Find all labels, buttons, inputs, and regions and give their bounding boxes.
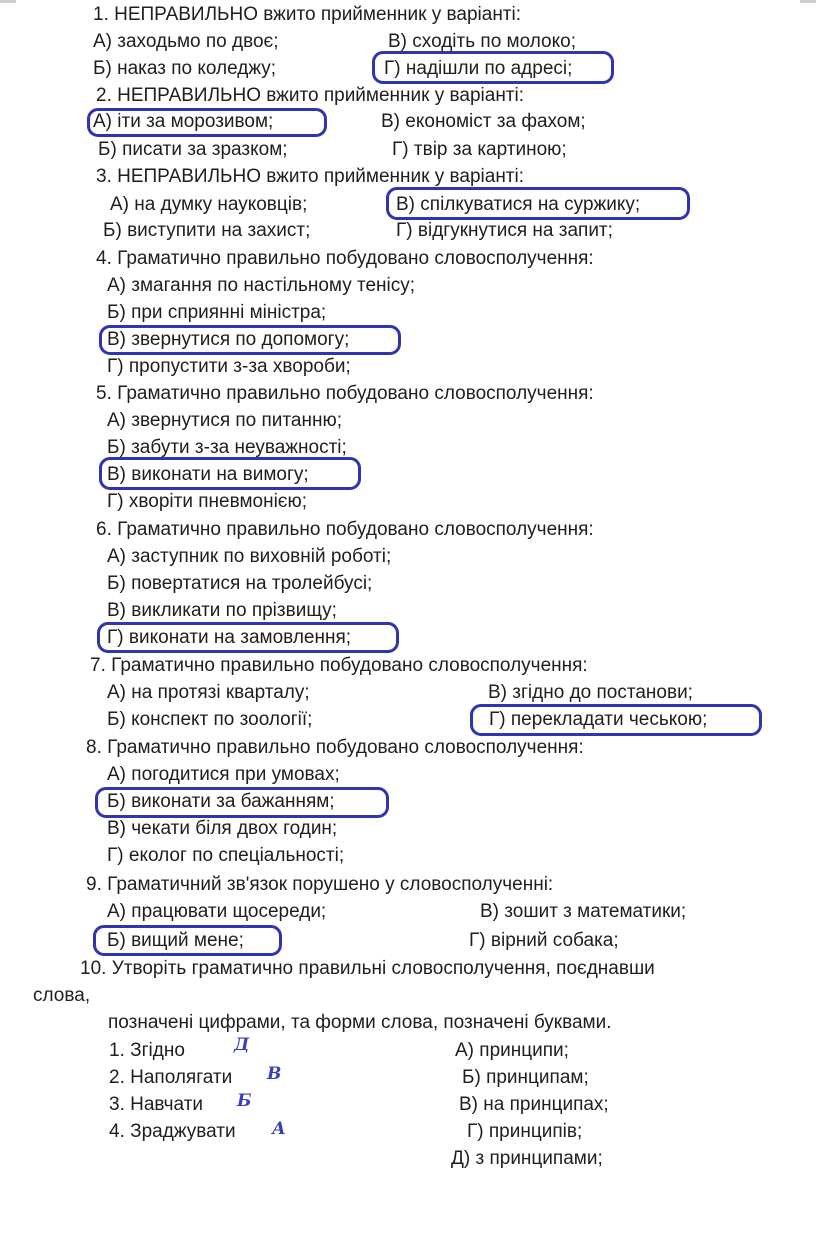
q10-item-4: 4. Зраджувати [109, 1121, 236, 1142]
q9-option-b: Б) вищий мене; [107, 930, 244, 951]
q10-option-b: Б) принципам; [462, 1067, 589, 1088]
q10-option-d: Д) з принципами; [451, 1148, 603, 1169]
q2-option-a: А) іти за морозивом; [93, 111, 274, 132]
q3-title: 3. НЕПРАВИЛЬНО вжито прийменник у варіанті: [96, 166, 525, 187]
q2-option-g: Г) твір за картиною; [392, 139, 567, 160]
q2-answer-circle [87, 108, 327, 137]
q9-title: 9. Граматичний зв'язок порушено у словосполученні: [86, 874, 554, 895]
q10-option-g: Г) принципів; [467, 1121, 583, 1142]
q8-option-a: А) погодитися при умовах; [107, 764, 340, 785]
q2-option-b: Б) писати за зразком; [98, 139, 288, 160]
q2-title: 2. НЕПРАВИЛЬНО вжито прийменник у варіанті: [96, 85, 525, 106]
q10-title-line1: 10. Утворіть граматично правильні словосполучення, поєднавши [80, 958, 655, 979]
q1-option-v: В) сходіть по молоко; [388, 31, 576, 52]
q7-option-g: Г) перекладати чеською; [489, 709, 708, 730]
q8-title: 8. Граматично правильно побудовано словосполучення: [86, 737, 584, 758]
q10-item-1: 1. Згідно [109, 1040, 185, 1061]
q10-option-a: А) принципи; [455, 1040, 569, 1061]
page-edge-left [0, 0, 16, 3]
q6-option-a: А) заступник по виховній роботі; [107, 546, 392, 567]
q5-option-a: А) звернутися по питанню; [107, 410, 342, 431]
q1-title: 1. НЕПРАВИЛЬНО вжито прийменник у варіанті: [93, 4, 522, 25]
q1-option-b: Б) наказ по коледжу; [93, 58, 277, 79]
q9-option-v: В) зошит з математики; [480, 901, 687, 922]
q6-title: 6. Граматично правильно побудовано словосполучення: [96, 519, 594, 540]
q8-answer-circle [95, 787, 389, 818]
q4-option-a: А) змагання по настільному тенісу; [107, 275, 416, 296]
q4-title: 4. Граматично правильно побудовано словосполучення: [96, 248, 594, 269]
q7-answer-circle [470, 704, 762, 736]
q5-option-g: Г) хворіти пневмонією; [107, 491, 308, 512]
q3-option-a: А) на думку науковців; [110, 194, 308, 215]
q10-answer-2: В [267, 1064, 282, 1084]
q8-option-b: Б) виконати за бажанням; [107, 791, 335, 812]
q9-answer-circle [93, 925, 282, 956]
q10-title-line3: позначені цифрами, та форми слова, позначені буквами. [108, 1012, 612, 1033]
q5-option-v: В) виконати на вимогу; [107, 464, 309, 485]
q7-title: 7. Граматично правильно побудовано словосполучення: [90, 655, 588, 676]
q3-answer-circle [386, 187, 690, 220]
q5-title: 5. Граматично правильно побудовано словосполучення: [96, 383, 594, 404]
q9-option-a: А) працювати щосереди; [107, 901, 327, 922]
q4-option-b: Б) при сприянні міністра; [107, 302, 327, 323]
q3-option-b: Б) виступити на захист; [103, 220, 311, 241]
q10-title-line2: слова, [33, 985, 91, 1006]
q5-option-b: Б) забути з-за неуважності; [107, 437, 347, 458]
q1-option-a: А) заходьмо по двоє; [93, 31, 279, 52]
q6-option-v: В) викликати по прізвищу; [107, 600, 337, 621]
q3-option-v: В) спілкуватися на суржику; [396, 194, 641, 215]
q9-option-g: Г) вірний собака; [469, 930, 619, 951]
q1-option-g: Г) надішли по адресі; [384, 58, 573, 79]
q4-answer-circle [99, 325, 401, 355]
q7-option-v: В) згідно до постанови; [488, 682, 693, 703]
q7-option-b: Б) конспект по зоології; [107, 709, 313, 730]
q4-option-g: Г) пропустити з-за хвороби; [107, 356, 351, 377]
q3-option-g: Г) відгукнутися на запит; [396, 220, 613, 241]
q10-answer-3: Б [237, 1091, 252, 1111]
q6-option-g: Г) виконати на замовлення; [107, 627, 352, 648]
q10-answer-4: А [272, 1119, 286, 1139]
q8-option-g: Г) еколог по спеціальності; [107, 845, 345, 866]
q10-option-v: В) на принципах; [459, 1094, 609, 1115]
q8-option-v: В) чекати біля двох годин; [107, 818, 338, 839]
q6-answer-circle [97, 622, 399, 653]
q5-answer-circle [99, 457, 361, 490]
q4-option-v: В) звернутися по допомогу; [107, 329, 350, 350]
q6-option-b: Б) повертатися на тролейбусі; [107, 573, 373, 594]
q7-option-a: А) на протязі кварталу; [107, 682, 310, 703]
q10-item-3: 3. Навчати [109, 1094, 204, 1115]
page-edge-right [800, 0, 816, 3]
q10-answer-1: Д [234, 1035, 250, 1055]
q10-item-2: 2. Наполягати [109, 1067, 233, 1088]
q2-option-v: В) економіст за фахом; [381, 111, 586, 132]
q1-answer-circle [372, 51, 614, 84]
